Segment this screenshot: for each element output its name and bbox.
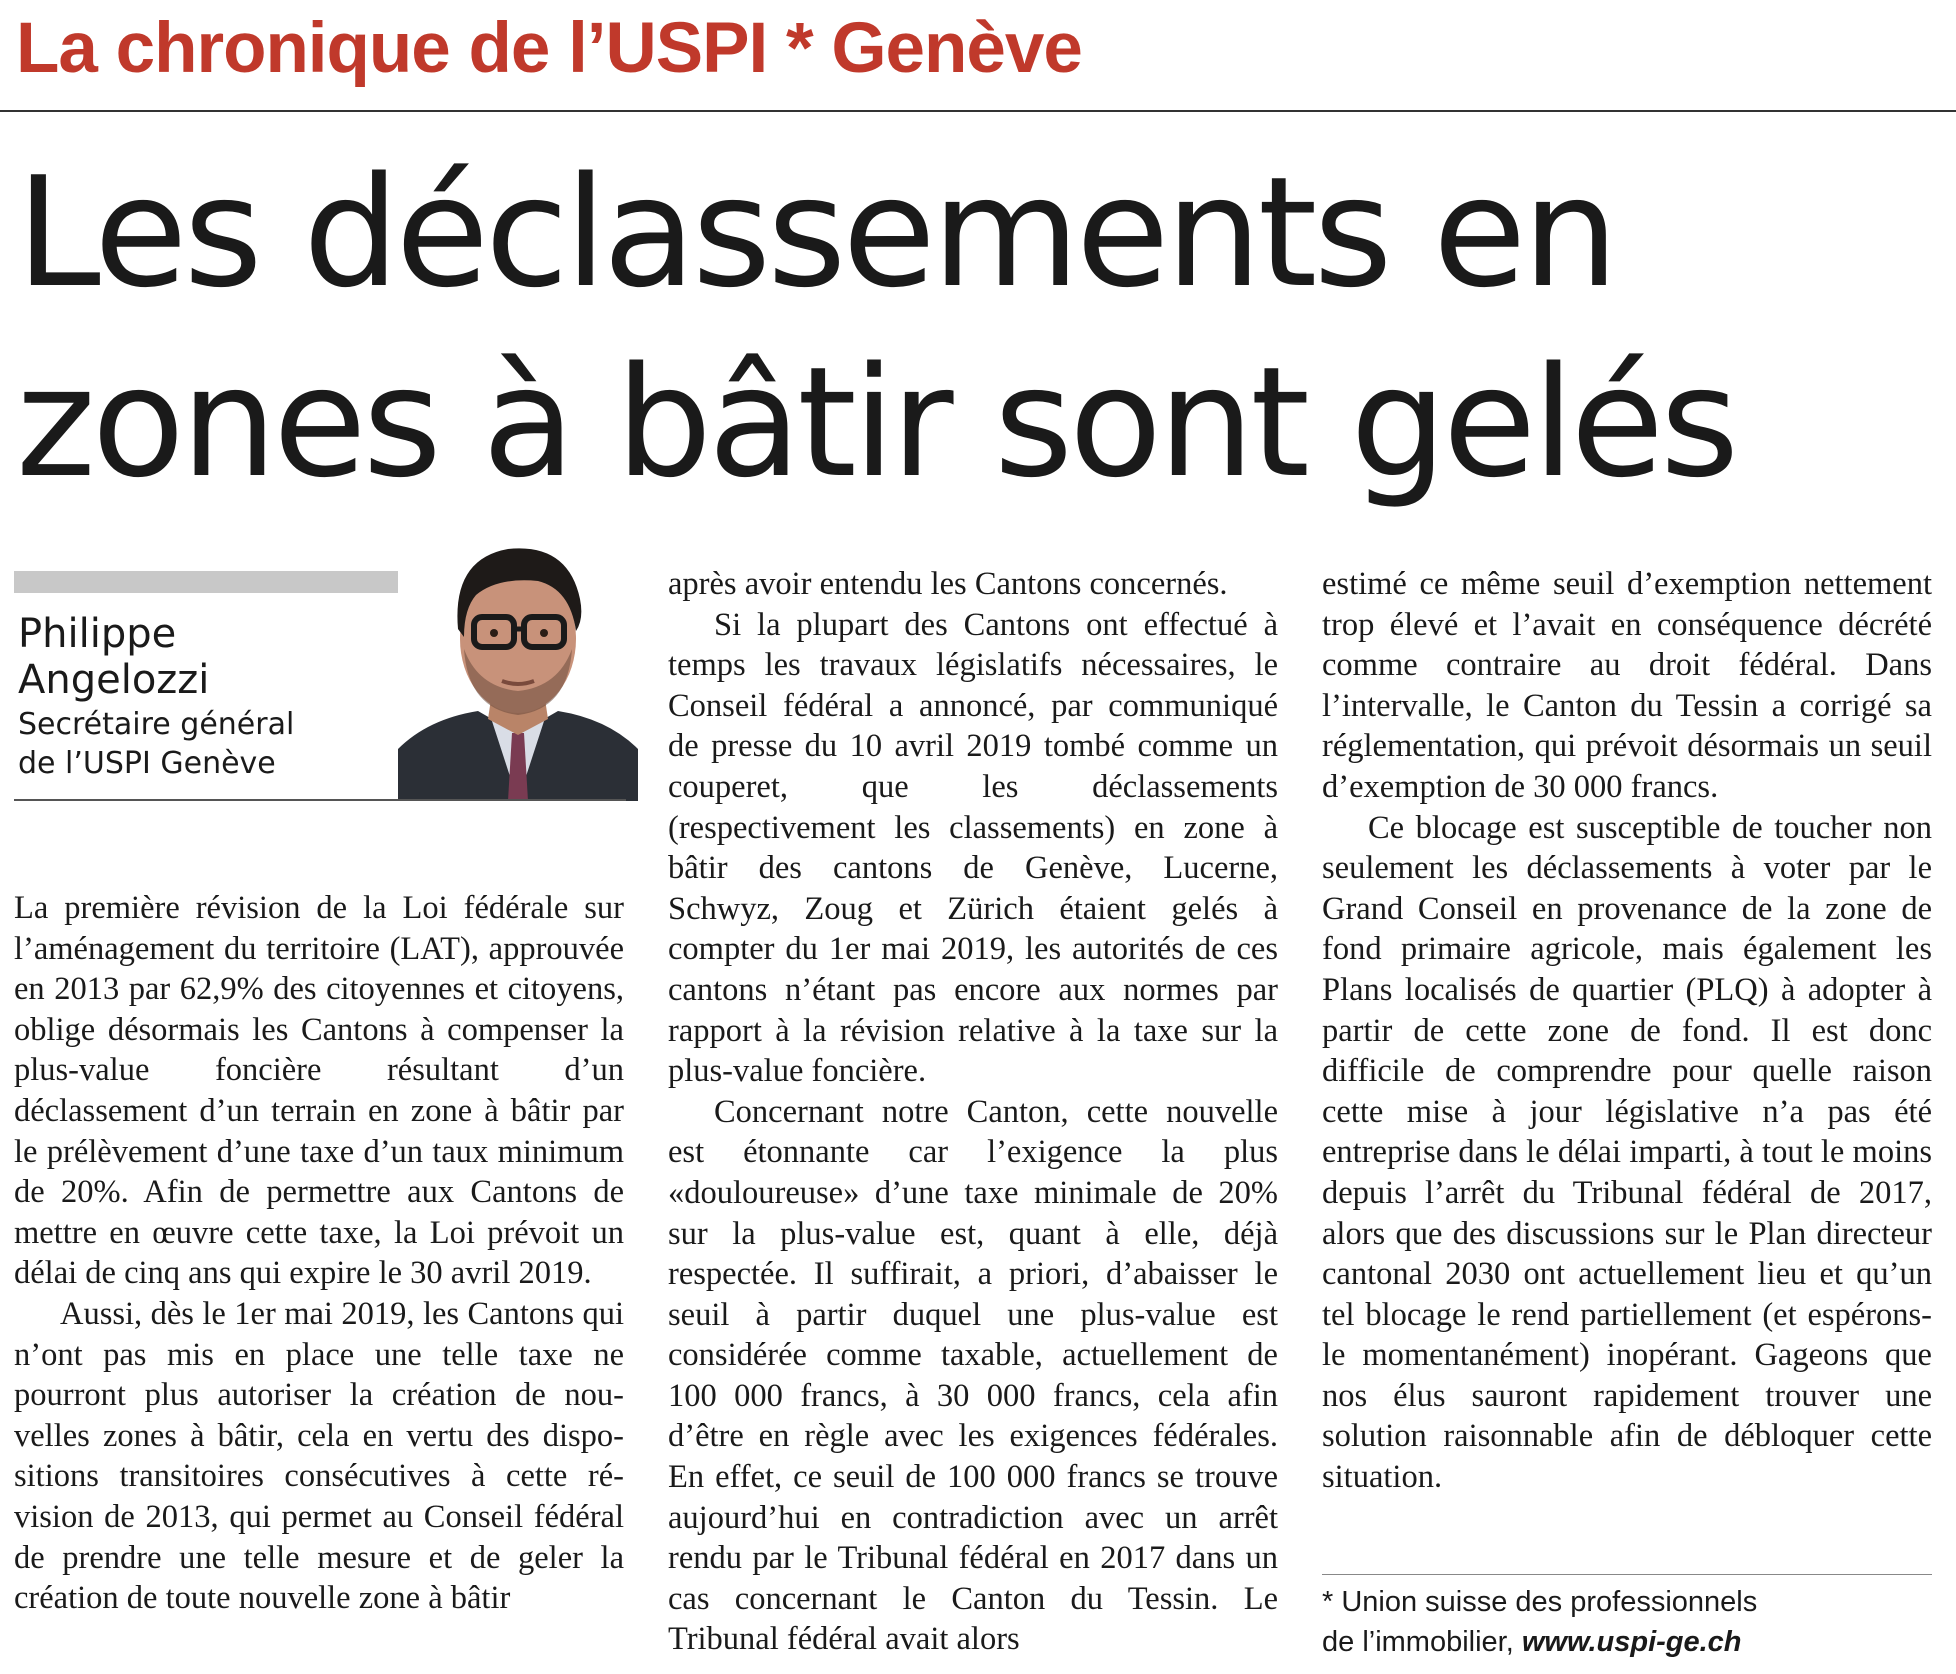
footnote <box>1322 1582 1932 1662</box>
author-role <box>18 705 358 783</box>
article-column-3 <box>1322 564 1932 1498</box>
author-first-name: Philippe <box>18 611 177 657</box>
paragraph: Si la plupart des Cantons ont effectué à temps les travaux législatifs nécessaires, le Conseil fédéral a annoncé, par communiqué de presse du 10 avril 2019 tombé comme un couperet, que les déclassements (respectivement les classements) en zone à bâtir des cantons de Genève, Lucerne, Schwyz, Zoug et Zürich étaient gelés à compter du 1er mai 2019, les autorités de ces cantons n’étant pas encore aux normes par rapport à la révision relative à la taxe sur la plus-value foncière. <box>668 606 1278 1090</box>
author-role-line-1: Secrétaire général <box>18 707 295 742</box>
paragraph: La première révision de la Loi fédérale sur l’aménagement du territoire (LAT), approuvée en 2013 par 62,9% des citoyennes et citoyens, oblige désormais les Cantons à compenser la plus-value foncière résultant d’un déclassement d’un terrain en zone à bâtir par le prélèvement d’une taxe d’un taux minimum de 20%. Afin de permettre aux Cantons de mettre en œuvre cette taxe, la Loi prévoit un délai de cinq ans qui expire le 30 avril 2019. <box>14 890 624 1292</box>
paragraph: Aussi, dès le 1er mai 2019, les Cantons qui n’ont pas mis en place une telle taxe ne pourront plus autoriser la création de nouvelles zones à bâtir, cela en vertu des dispositions transitoires consécutives à cette révision de 2013, qui permet au Conseil fédéral de prendre une telle mesure et de geler la création de toute nouvelle zone à bâtir <box>14 1295 624 1617</box>
headline-line-2: zones à bâtir sont gelés <box>16 334 1736 511</box>
author-role-line-2: de l’USPI Genève <box>18 746 276 781</box>
author-portrait-photo <box>398 519 638 801</box>
author-name <box>18 611 378 703</box>
footnote-divider <box>1322 1574 1932 1575</box>
footnote-line-2 <box>1322 1622 1932 1662</box>
headline-line-1: Les déclassements en <box>16 144 1615 321</box>
footnote-prefix: de l’immobilier, <box>1322 1626 1514 1658</box>
author-byline <box>14 565 626 801</box>
author-last-name: Angelozzi <box>18 657 210 703</box>
paragraph: estimé ce même seuil d’exemption nettement trop élevé et l’avait en conséquence décrété comme contraire au droit fédéral. Dans l’intervalle, le Canton du Tessin a corrigé sa réglementation, qui prévoit désormais un seuil d’exemption de 30 000 francs. <box>1322 566 1932 805</box>
header-divider <box>0 110 1956 112</box>
paragraph: Ce blocage est susceptible de toucher non seulement les déclassements à voter par le Grand Conseil en provenance de la zone de fond primaire agricole, mais également les Plans localisés de quartier (PLQ) à adopter à partir de cette zone de fond. Il est donc difficile de comprendre pour quelle raison cette mise à jour législative n’a pas été entreprise dans le délai imparti, à tout le moins depuis l’arrêt du Tribunal fédéral de 2017, alors que des discussions sur le Plan directeur cantonal 2030 ont actuellement lieu et qu’un tel blocage le rend partiellement (et espérons-le momentanément) inopérant. Gageons que nos élus sauront rapidement trouver une solution raisonnable afin de débloquer cette situation. <box>1322 809 1932 1496</box>
footnote-line-1: * Union suisse des professionnels <box>1322 1586 1758 1618</box>
paragraph: Concernant notre Canton, cette nouvelle est étonnante car l’exigence la plus «douloureuse» d’une taxe minimale de 20% sur la plus-value est, quant à elle, déjà respectée. Il suffirait, a priori, d’abaisser le seuil à partir duquel une plus-value est considérée comme taxable, actuellement de 100 000 francs, à 30 000 francs, cela afin d’être en règle avec les exigences fédérales. En effet, ce seuil de 100 000 francs se trouve aujourd’hui en contradiction avec un arrêt rendu par le Tribunal fédéral en 2017 dans un cas concernant le Canton du Tessin. Le Tribunal fédéral avait alors <box>668 1093 1278 1658</box>
article-column-1 <box>14 888 624 1619</box>
paragraph: après avoir entendu les Cantons concernés. <box>668 566 1228 602</box>
article-column-2 <box>668 564 1278 1660</box>
section-kicker: La chronique de l’USPI * Genève <box>16 9 1082 88</box>
website-link[interactable]: www.uspi-ge.ch <box>1521 1626 1742 1658</box>
article-headline <box>16 138 1735 518</box>
author-divider <box>14 799 626 801</box>
